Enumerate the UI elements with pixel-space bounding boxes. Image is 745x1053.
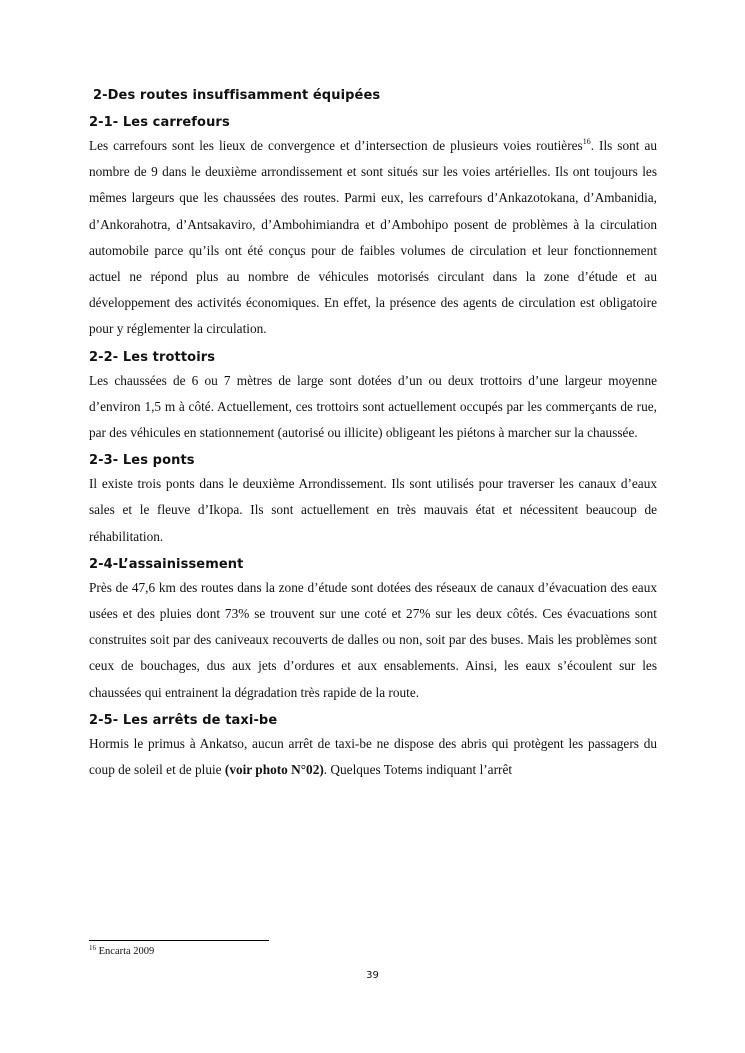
section-heading-carrefours: 2-1- Les carrefours [89, 115, 230, 130]
footnote-text: Encarta 2009 [96, 946, 155, 957]
paragraph-text: . Ils sont au nombre de 9 dans le deuxième arrondissement et sont situés sur les voies artérielles. Ils ont toujours les mêmes largeurs que les chaussées des routes. Parmi eux, les carrefours d’Ankazotokana, d’Ambanidia, d’Ankorahotra, d’Antsakaviro, d’Ambohimiandra et d’Ambohipo posent de problèmes à la circulation automobile parce qu’ils ont été conçus pour de faibles volumes de circulation et leur fonctionnement actuel ne répond plus au nombre de véhicules motorisés circulant dans la zone d’étude et au développement des activités économiques. En effet, la présence des agents de circulation est obligatoire pour y réglementer la circulation. [89, 138, 657, 337]
footnote-number: 16 [89, 944, 96, 952]
paragraph-carrefours [89, 133, 657, 343]
paragraph-assainissement: Près de 47,6 km des routes dans la zone d’étude sont dotées des réseaux de canaux d’évacuation des eaux usées et des pluies dont 73% se trouvent sur une coté et 27% sur les deux côtés. Ces évacuations sont construites soit par des caniveaux recouverts de dalles ou non, soit par des buses. Mais les problèmes sont ceux de bouchages, dus aux jets d’ordures et aux ensablements. Ainsi, les eaux s’écoulent sur les chaussées qui entrainent la dégradation très rapide de la route. [89, 579, 657, 700]
section-heading-assainissement: 2-4-L’assainissement [89, 556, 244, 572]
paragraph-arrets [89, 731, 657, 783]
page-body [89, 86, 657, 783]
page-number: 39 [366, 970, 379, 981]
paragraph-ponts: Il existe trois ponts dans le deuxième Arrondissement. Ils sont utilisés pour traverser les canaux d’eaux sales et le fleuve d’Ikopa. Ils sont actuellement en très mauvais état et nécessitent beaucoup de réhabilitation. [89, 476, 657, 544]
footnote-divider [89, 940, 269, 941]
paragraph-text: . Quelques Totems indiquant l’arrêt [323, 762, 513, 778]
paragraph-trottoirs: Les chaussées de 6 ou 7 mètres de large sont dotées d’un ou deux trottoirs d’une largeur moyenne d’environ 1,5 m à côté. Actuellement, ces trottoirs sont actuellement occupés par les commerçants de rue, par des véhicules en stationnement (autorisé ou illicite) obligeant les piétons à marcher sur la chaussée. [89, 372, 657, 441]
section-heading-ponts: 2-3- Les ponts [89, 453, 195, 469]
paragraph-text: Hormis le primus à Ankatso, aucun arrêt de taxi-be ne dispose des abris qui protègent les passagers du coup de soleil et de pluie [89, 735, 657, 778]
section-heading-arrets: 2-5- Les arrêts de taxi-be [89, 712, 278, 728]
main-heading: 2-Des routes insuffisamment équipées [93, 88, 381, 103]
photo-reference: (voir photo N°02) [224, 762, 324, 778]
footnote-ref[interactable]: 16 [582, 137, 591, 146]
paragraph-text: Les carrefours sont les lieux de convergence et d’intersection de plusieurs voies routières [89, 138, 583, 153]
footnote [89, 946, 154, 957]
section-heading-trottoirs: 2-2- Les trottoirs [89, 349, 216, 365]
